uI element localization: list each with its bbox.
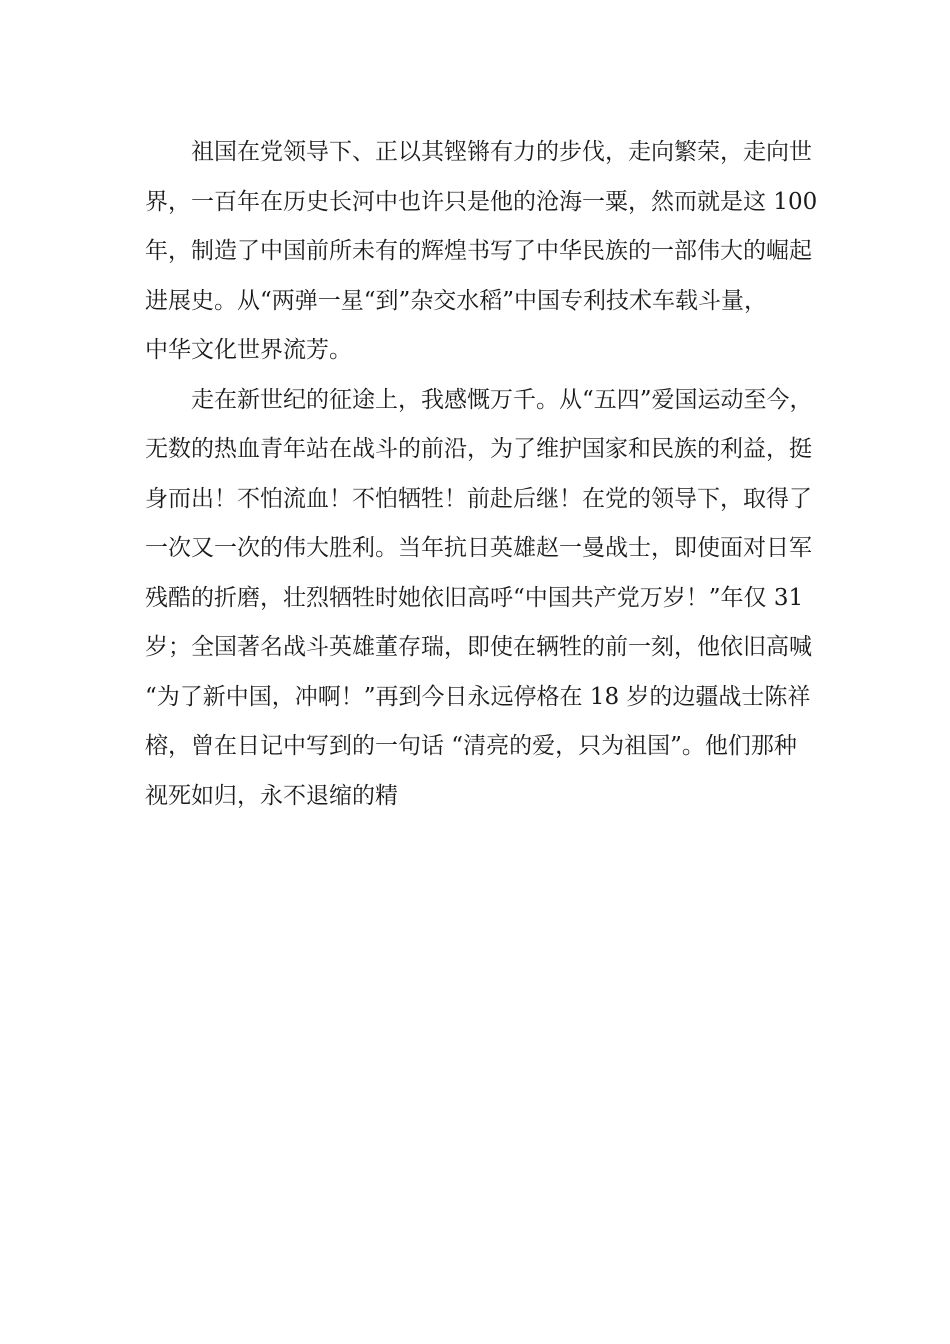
text-line: 身而出！不怕流血！不怕牺牲！前赴后继！在党的领导下，取得了 <box>145 485 812 512</box>
paragraph-1 <box>145 128 825 376</box>
text-line: 祖国在党领导下、正以其铿锵有力的步伐，走向繁荣，走向世 <box>191 139 812 165</box>
text-line: 残酷的折磨，壮烈牺牲时她依旧高呼“中国共产党万岁！”年仅 31 <box>145 584 804 611</box>
text-line: 无数的热血青年站在战斗的前沿，为了维护国家和民族的利益，挺 <box>145 436 812 462</box>
text-line: 进展史。从“两弹一星“到”杂交水稻”中国专利技术车载斗量， <box>145 287 768 314</box>
text-line: 走在新世纪的征途上，我感慨万千。从“五四”爱国运动至今， <box>191 386 813 413</box>
text-line: 年，制造了中国前所未有的辉煌书写了中华民族的一部伟大的崛起 <box>145 238 812 264</box>
text-line: “为了新中国，冲啊！”再到今日永远停格在 18 岁的边疆战士陈祥 <box>145 683 811 710</box>
text-line: 榕，曾在日记中写到的一句话 “清亮的爱，只为祖国”。他们那种 <box>145 733 797 759</box>
text-line: 界，一百年在历史长河中也许只是他的沧海一粟，然而就是这 100 <box>145 188 818 215</box>
text-line: 中华文化世界流芳。 <box>145 337 352 363</box>
text-line: 一次又一次的伟大胜利。当年抗日英雄赵一曼战士，即使面对日军 <box>145 535 812 561</box>
paragraph-2 <box>145 376 825 822</box>
text-line: 岁；全国著名战斗英雄董存瑞，即使在辆牲的前一刻，他依旧高喊 <box>145 634 812 660</box>
text-line: 视死如归，永不退缩的精 <box>145 782 398 809</box>
document-body <box>145 128 825 821</box>
